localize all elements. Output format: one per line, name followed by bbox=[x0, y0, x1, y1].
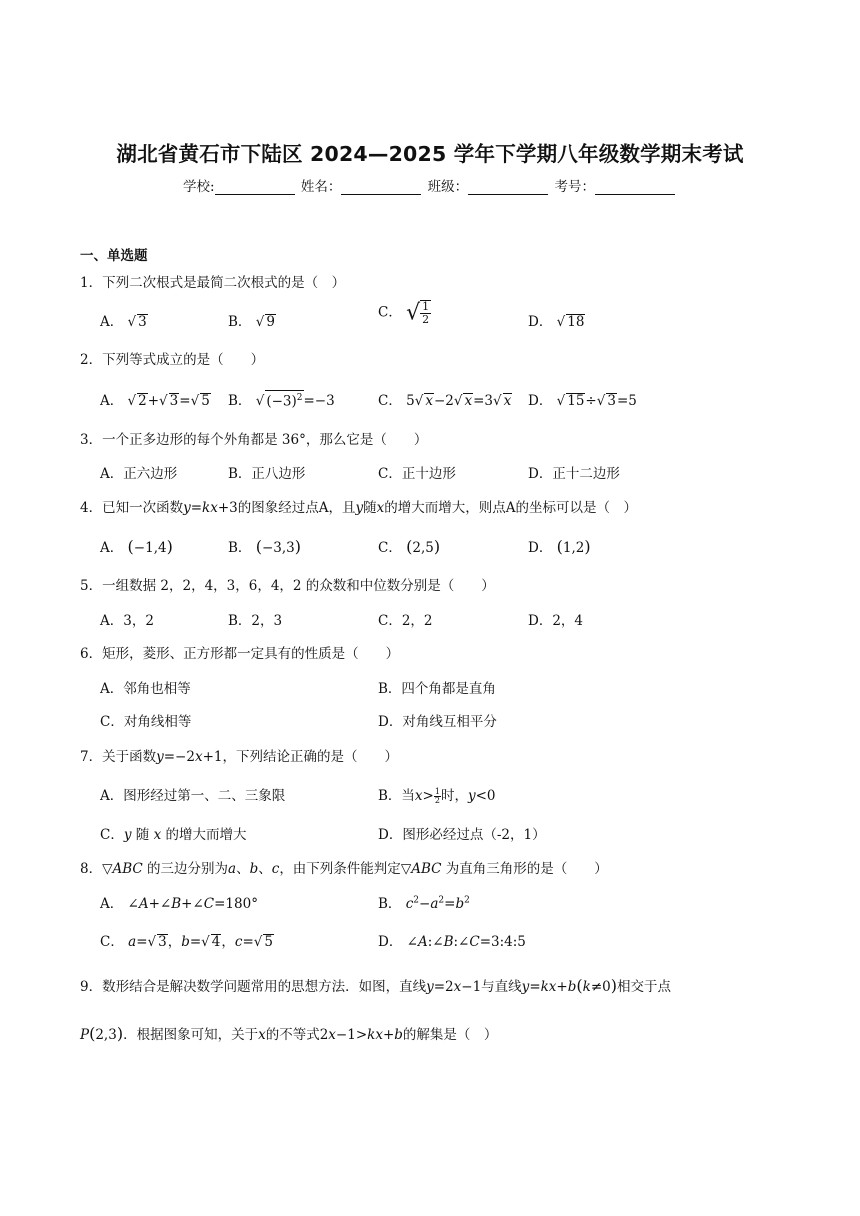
q2-option-d: D． √ 15÷√ 3=5 bbox=[528, 393, 637, 409]
name-blank bbox=[341, 180, 421, 195]
question-stem: 一组数据 2，2，4，3，6，4，2 的众数和中位数分别是（ ） bbox=[102, 578, 495, 594]
q6-option-a: A．邻角也相等 bbox=[100, 681, 191, 697]
q5-option-a: A．3，2 bbox=[100, 613, 154, 629]
q2-option-c: C． 5√ x−2√ x=3√ x bbox=[378, 393, 512, 409]
question-7: 7．关于函数y=−2x+1，下列结论正确的是（ ） bbox=[80, 749, 398, 765]
question-stem: 下列等式成立的是（ ） bbox=[102, 352, 265, 368]
school-label: 学校: bbox=[183, 179, 215, 195]
q8-option-b: B． $c^2-a^2=b^2$ bbox=[378, 895, 470, 912]
exam-title: 湖北省黄石市下陆区 2024—2025 学年下学期八年级数学期末考试 bbox=[116, 142, 744, 166]
q4-option-c: C． (2,5) bbox=[378, 537, 441, 556]
section-title: 一、单选题 bbox=[80, 248, 148, 264]
q8-option-d: D． ∠A:∠B:∠C=3:4:5 bbox=[378, 934, 526, 950]
school-blank bbox=[215, 180, 295, 195]
q4-option-b: B． (−3,3) bbox=[228, 537, 301, 556]
question-2: 2．下列等式成立的是（ ） bbox=[80, 352, 265, 368]
q4-option-d: D． (1,2) bbox=[528, 537, 591, 556]
q3-option-a: A．正六边形 bbox=[100, 466, 178, 482]
q7-option-b: B．当x> $\frac{1}{2}$ 时，y<0 bbox=[378, 787, 496, 805]
question-5: 5．一组数据 2，2，4，3，6，4，2 的众数和中位数分别是（ ） bbox=[80, 578, 495, 594]
q6-option-c: C．对角线相等 bbox=[100, 714, 192, 730]
q1-option-b: B． √ 9 bbox=[228, 314, 275, 330]
question-8: 8．▽ABC 的三边分别为a、b、c，由下列条件能判定▽ABC 为直角三角形的是（ ） bbox=[80, 861, 608, 877]
class-blank bbox=[468, 180, 548, 195]
q2-option-b: B． √ $(-3)^2=-3$ bbox=[228, 389, 335, 409]
q1-option-a: A． √ 3 bbox=[100, 314, 147, 330]
question-stem: 一个正多边形的每个外角都是 36°，那么它是（ ） bbox=[102, 432, 428, 448]
question-stem: 下列二次根式是最简二次根式的是（ ） bbox=[102, 275, 346, 291]
q7-option-a: A．图形经过第一、二、三象限 bbox=[100, 788, 286, 804]
q7-option-c: C．y 随 x 的增大而增大 bbox=[100, 827, 247, 843]
q8-option-a: A． ∠A+∠B+∠C=180° bbox=[100, 896, 258, 912]
exam-number-label: 考号： bbox=[554, 179, 595, 195]
question-4: 4．已知一次函数y=kx+3的图象经过点A，且y随x的增大而增大，则点A的坐标可以是（ ） bbox=[80, 500, 638, 516]
q1-option-d: D． √ 18 bbox=[528, 314, 585, 330]
question-1: 1．下列二次根式是最简二次根式的是（ ） bbox=[80, 275, 346, 291]
q8-option-c: C． a=√ 3，b=√ 4，c=√ 5 bbox=[100, 934, 273, 950]
question-3: 3．一个正多边形的每个外角都是 36°，那么它是（ ） bbox=[80, 432, 428, 448]
q4-option-a: A． (−1,4) bbox=[100, 537, 173, 556]
q3-option-d: D．正十二边形 bbox=[528, 466, 620, 482]
question-6: 6．矩形，菱形、正方形都一定具有的性质是（ ） bbox=[80, 646, 400, 662]
question-9: 9．数形结合是解决数学问题常用的思想方法．如图，直线y=2x−1与直线y=kx+b(k≠0)相交于点 bbox=[80, 976, 671, 995]
q6-option-d: D．对角线互相平分 bbox=[378, 714, 497, 730]
q6-option-b: B．四个角都是直角 bbox=[378, 681, 496, 697]
q5-option-c: C．2，2 bbox=[378, 613, 433, 629]
name-label: 姓名： bbox=[300, 179, 342, 195]
question-9-line2: P(2,3)．根据图象可知，关于x的不等式2x−1>kx+b的解集是（ ） bbox=[80, 1024, 498, 1043]
q5-option-b: B．2，3 bbox=[228, 613, 283, 629]
q5-option-d: D．2，4 bbox=[528, 613, 584, 629]
q2-option-a: A． √ 2+√ 3=√ 5 bbox=[100, 393, 210, 409]
q7-option-d: D．图形必经过点（-2，1） bbox=[378, 827, 546, 843]
q3-option-b: B．正八边形 bbox=[228, 466, 306, 482]
q3-option-c: C．正十边形 bbox=[378, 466, 456, 482]
class-label: 班级： bbox=[427, 179, 469, 195]
student-info-line bbox=[0, 175, 860, 195]
exam-number-blank bbox=[595, 180, 675, 195]
q1-option-c: C． √ $\frac{1}{2}$ bbox=[378, 300, 430, 326]
question-stem: 矩形，菱形、正方形都一定具有的性质是（ ） bbox=[102, 646, 400, 662]
